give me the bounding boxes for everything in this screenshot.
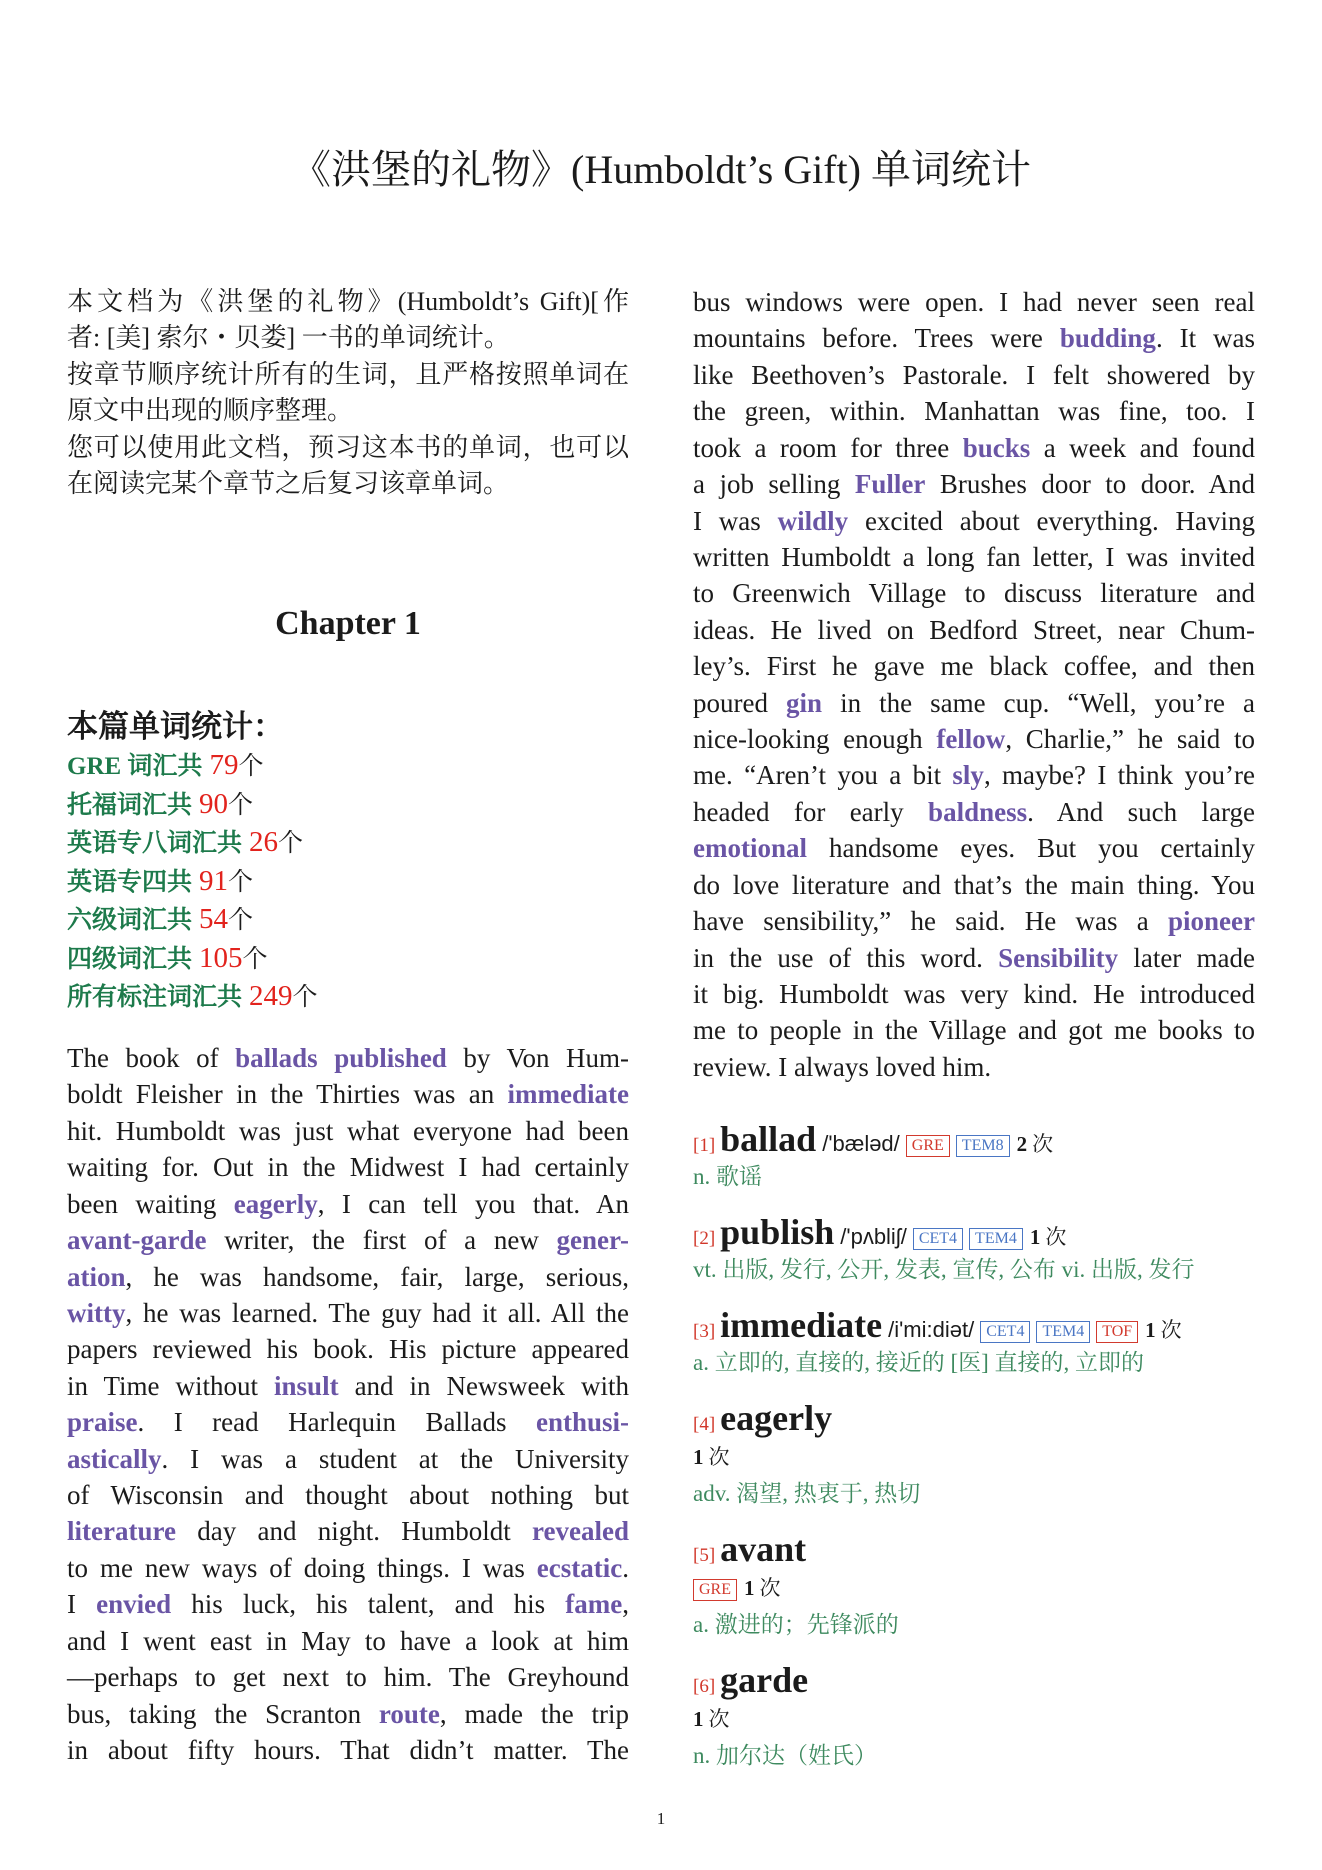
occurrence-number: 1 [1029,1225,1041,1249]
exam-tag: TEM4 [969,1228,1023,1250]
stat-row-gre [67,747,629,786]
passage-text: took a room for three [693,432,963,463]
occurrence-count [744,1576,781,1600]
passage-text: in the use of this word. [693,942,999,973]
passage-line [67,1186,629,1222]
passage-line [693,721,1255,757]
passage-text: , he was learned. The guy had it all. All the [125,1297,629,1328]
passage-text: Brushes door to door. And [925,469,1255,500]
stat-label: 英语专四共 [67,868,193,896]
passage-text: writer, the first of a new [206,1225,557,1256]
passage-line [67,1259,629,1295]
passage-line [693,976,1255,1012]
passage-line [67,1368,629,1404]
passage-text: a job selling [693,469,855,500]
stat-count: 249 [249,980,293,1012]
passage-text: . I read Harlequin Ballads [137,1407,536,1438]
word-headline [693,1398,1255,1438]
passage-text: nice-looking enough [693,724,937,755]
passage-text: it big. Humboldt was very kind. He introduced [693,979,1255,1010]
intro-line: 者: [美] 索尔・贝娄] 一书的单词统计。 [67,323,510,353]
stat-label: 四级词汇共 [67,945,193,973]
stat-unit: 个 [292,984,318,1011]
stat-count: 26 [249,826,279,858]
passage-line [693,940,1255,976]
passage-text: , made the trip [439,1698,629,1729]
occurrence-count [693,1445,730,1469]
passage-text: to Greenwich Village to discuss literature and [693,578,1255,609]
headword: immediate [720,1305,883,1345]
exam-tag: TOF [1096,1321,1138,1343]
vocab-word-highlight: gin [786,687,823,718]
passage-line [693,648,1255,684]
passage-text: The book of [67,1043,236,1073]
stat-unit: 个 [278,830,304,857]
word-index: [3] [693,1321,716,1342]
passage-line [693,757,1255,793]
passage-text: have sensibility,” he said. He was a [693,906,1168,937]
passage-text: boldt Fleisher in the Thirties was an [67,1079,508,1110]
headword: avant [720,1529,807,1569]
passage-line [67,1477,629,1513]
word-meaning: a. 激进的；先锋派的 [693,1612,899,1637]
passage-line [693,430,1255,466]
vocab-word-highlight: sly [952,760,984,791]
stat-row-cet6 [67,901,629,940]
vocab-word-highlight: wildly [777,505,849,536]
headword: ballad [720,1119,817,1159]
passage-line [67,1113,629,1149]
page-number: 1 [656,1809,666,1828]
vocab-word-highlight: insult [274,1370,339,1401]
passage-text: the green, within. Manhattan was fine, too. I [693,396,1255,427]
stats-title: 本篇单词统计： [67,709,284,744]
chapter-heading: Chapter 1 [275,605,421,642]
word-meta-line [693,1569,1255,1607]
passage-text: bus, taking the Scranton [67,1698,379,1729]
passage-text: I [67,1589,97,1620]
occurrence-unit: 次 [708,1445,730,1469]
phonetic: /'bæləd/ [822,1131,900,1156]
passage-text: , I can tell you that. An [317,1188,629,1219]
passage-text: by Von Hum- [446,1043,630,1073]
headword: garde [720,1660,809,1700]
stat-label: 所有标注词汇共 [67,984,243,1011]
occurrence-count [1145,1318,1182,1342]
passage-text: papers reviewed his book. His picture appeared [67,1334,629,1365]
headword: eagerly [720,1398,833,1438]
vocab-word-highlight: ecstatic [536,1552,623,1583]
word-index: [1] [693,1135,716,1156]
passage-line [693,903,1255,939]
passage-text: do love literature and that’s the main thing. You [693,869,1255,900]
vocab-word-highlight: witty [67,1297,126,1328]
word-meaning: vt. 出版, 发行, 公开, 发表, 宣传, 公布 vi. 出版, 发行 [693,1257,1195,1282]
passage-line [693,539,1255,575]
occurrence-count [693,1707,730,1731]
passage-line [693,612,1255,648]
occurrence-count [1030,1225,1067,1249]
passage-column-left [67,1040,629,1768]
vocab-word-highlight: fame [565,1589,623,1620]
word-index: [6] [693,1676,716,1697]
passage-text: of Wisconsin and thought about nothing but [67,1480,629,1511]
passage-line [67,1404,629,1440]
phonetic: /i'mi:diət/ [888,1317,975,1342]
vocab-word-highlight: gener- [556,1225,629,1256]
passage-text: me. “Aren’t you a bit [693,760,953,791]
word-headline [693,1660,1255,1700]
passage-text: . I was a student at the University [161,1443,629,1474]
passage-column-right [693,284,1255,1085]
passage-text: to me new ways of doing things. I was [67,1552,537,1583]
passage-text: . [622,1552,629,1583]
exam-tag: GRE [693,1579,737,1601]
passage-line [67,1550,629,1586]
stat-unit: 个 [228,791,254,819]
occurrence-number: 2 [1016,1132,1028,1156]
vocab-word-highlight: envied [96,1589,172,1620]
vocab-word-highlight: eagerly [233,1188,318,1219]
exam-tag: TEM4 [1036,1321,1090,1343]
headword: publish [720,1212,835,1252]
passage-text: , maybe? I think you’re [983,760,1255,791]
passage-text: mountains before. Trees were [693,323,1060,354]
word-headline [693,1305,1255,1345]
passage-text: later made [1118,942,1255,973]
passage-text: , Charlie,” he said to [1005,724,1255,755]
vocab-word-highlight: avant-garde [67,1225,207,1256]
word-entry [693,1212,1255,1288]
vocab-word-highlight: enthusi- [535,1407,629,1438]
vocab-word-highlight: emotional [693,833,807,864]
intro-paragraph [67,357,629,430]
passage-text: like Beethoven’s Pastorale. I felt showered by [693,359,1255,390]
passage-text: . And such large [1027,796,1255,827]
stat-unit: 个 [228,868,254,896]
phonetic: /'pʌbliʃ/ [840,1224,907,1249]
passage-line [67,1696,629,1732]
intro-line: 按章节顺序统计所有的生词，且严格按照单词在 [67,359,629,389]
passage-line [693,466,1255,502]
word-meaning: n. 加尔达（姓氏） [693,1743,877,1768]
passage-text: , [622,1589,629,1620]
passage-line [67,1040,629,1076]
passage-text: excited about everything. Having [848,505,1256,536]
passage-line [693,575,1255,611]
occurrence-unit: 次 [759,1576,781,1600]
passage-text: waiting for. Out in the Midwest I had certainly [67,1152,629,1183]
word-index: [4] [693,1414,716,1435]
word-meaning: adv. 渴望, 热衷于, 热切 [693,1481,921,1506]
stat-label: 六级词汇共 [67,907,193,934]
passage-line [693,357,1255,393]
passage-line [67,1586,629,1622]
occurrence-count [1017,1132,1054,1156]
passage-text: poured [693,687,787,718]
passage-text: headed for early [693,796,929,827]
intro-paragraph [67,284,629,357]
vocab-word-highlight: Sensibility [998,942,1119,973]
passage-text: I was [693,505,778,536]
passage-line [693,794,1255,830]
vocab-word-highlight: praise [67,1407,138,1438]
passage-text: in Time without [67,1370,275,1401]
vocab-word-highlight: astically [67,1443,162,1474]
stat-label: GRE 词汇共 [67,753,203,780]
vocab-word-highlight: literature [67,1516,176,1547]
passage-text: written Humboldt a long fan letter, I was invited [693,541,1255,572]
passage-text: bus windows were open. I had never seen real [693,287,1255,317]
stat-row-cet4 [67,940,629,979]
intro-line: 您可以使用此文档，预习这本书的单词，也可以 [67,432,629,462]
page-title: 《洪堡的礼物》(Humboldt’s Gift) 单词统计 [291,147,1031,192]
exam-tag: TEM8 [956,1135,1010,1157]
vocab-word-highlight: Fuller [854,469,926,500]
passage-text: ideas. He lived on Bedford Street, near Chum- [693,614,1255,645]
passage-text: his luck, his talent, and his [171,1589,566,1620]
word-meaning: n. 歌谣 [693,1164,762,1189]
occurrence-number: 1 [693,1707,704,1731]
word-entry [693,1398,1255,1512]
word-headline [693,1119,1255,1159]
passage-text [318,1043,335,1073]
stat-row-toefl [67,786,629,825]
passage-text: , he was handsome, fair, large, serious, [125,1261,629,1292]
stat-unit: 个 [228,907,254,934]
passage-text: ley’s. First he gave me black coffee, and then [693,651,1255,682]
passage-line [693,503,1255,539]
passage-line [693,320,1255,356]
passage-line [67,1513,629,1549]
stat-label: 英语专八词汇共 [67,830,243,857]
occurrence-unit: 次 [1160,1318,1182,1342]
occurrence-number: 1 [1145,1318,1156,1342]
passage-line [693,685,1255,721]
word-meta-line [693,1700,1255,1738]
word-index: [2] [693,1228,716,1249]
stat-count: 90 [199,787,229,820]
stat-row-tem8 [67,824,629,863]
word-stats [67,707,629,1017]
word-entry [693,1529,1255,1643]
passage-line [693,830,1255,866]
word-list [693,1119,1255,1774]
intro-paragraph [67,430,629,503]
vocab-word-highlight: published [334,1043,447,1073]
word-headline [693,1529,1255,1569]
passage-line [693,393,1255,429]
word-entry [693,1119,1255,1195]
passage-text: in the same cup. “Well, you’re a [822,687,1255,718]
vocab-word-highlight: baldness [928,796,1028,827]
passage-text: and in Newsweek with [338,1370,629,1401]
passage-line [67,1076,629,1112]
passage-line [693,867,1255,903]
word-meaning: a. 立即的, 直接的, 接近的 [医] 直接的, 立即的 [693,1350,1145,1375]
stat-unit: 个 [242,945,268,973]
word-entry [693,1305,1255,1381]
vocab-word-highlight: pioneer [1168,906,1255,937]
intro-line: 本文档为《洪堡的礼物》(Humboldt’s Gift)[作 [67,287,629,316]
passage-line [67,1295,629,1331]
passage-line [67,1331,629,1367]
passage-line [693,1012,1255,1048]
word-entry [693,1660,1255,1774]
vocab-word-highlight: ation [67,1261,126,1292]
passage-text: handsome eyes. But you certainly [807,833,1255,864]
stat-count: 54 [199,903,229,935]
vocab-word-highlight: ballads [235,1043,318,1073]
vocab-word-highlight: route [378,1698,440,1729]
stat-unit: 个 [238,753,264,780]
stat-count: 105 [199,941,243,974]
intro-section [67,284,629,502]
passage-line [67,1149,629,1185]
passage-line [67,1441,629,1477]
passage-line [67,1659,629,1695]
stat-count: 79 [209,749,239,781]
occurrence-unit: 次 [708,1707,730,1731]
passage-text: and I went east in May to have a look at him [67,1625,629,1656]
exam-tag: CET4 [980,1321,1030,1343]
vocab-word-highlight: budding [1059,323,1156,354]
stat-row-tem4 [67,863,629,902]
word-meta-line [693,1438,1255,1476]
passage-text: day and night. Humboldt [175,1516,533,1547]
stat-count: 91 [199,864,229,897]
passage-line [67,1222,629,1258]
passage-text: been waiting [67,1188,234,1219]
passage-line [67,1623,629,1659]
passage-line [67,1732,629,1768]
occurrence-number: 1 [744,1576,755,1600]
passage-line [693,1049,1255,1085]
exam-tag: CET4 [913,1228,963,1250]
passage-text: —perhaps to get next to him. The Greyhound [67,1662,629,1693]
passage-text: a week and found [1030,432,1255,463]
occurrence-number: 1 [693,1445,704,1469]
vocab-word-highlight: fellow [936,724,1006,755]
vocab-word-highlight: revealed [532,1516,629,1547]
intro-line: 在阅读完某个章节之后复习该章单词。 [67,469,510,499]
word-index: [5] [693,1545,716,1566]
passage-text: . It was [1155,323,1255,354]
passage-line [693,284,1255,320]
occurrence-unit: 次 [1045,1225,1067,1249]
passage-text: hit. Humboldt was just what everyone had been [67,1115,629,1146]
vocab-word-highlight: immediate [507,1079,629,1110]
passage-text: review. I always loved him. [693,1051,992,1082]
stat-row-total [67,978,629,1017]
vocab-word-highlight: bucks [962,432,1031,463]
passage-text: in about fifty hours. That didn’t matter. The [67,1735,629,1766]
passage-text: me to people in the Village and got me books to [693,1015,1255,1046]
exam-tag: GRE [906,1135,950,1157]
occurrence-unit: 次 [1032,1132,1054,1156]
stat-label: 托福词汇共 [67,791,193,819]
intro-line: 原文中出现的顺序整理。 [67,396,354,426]
word-headline [693,1212,1255,1252]
